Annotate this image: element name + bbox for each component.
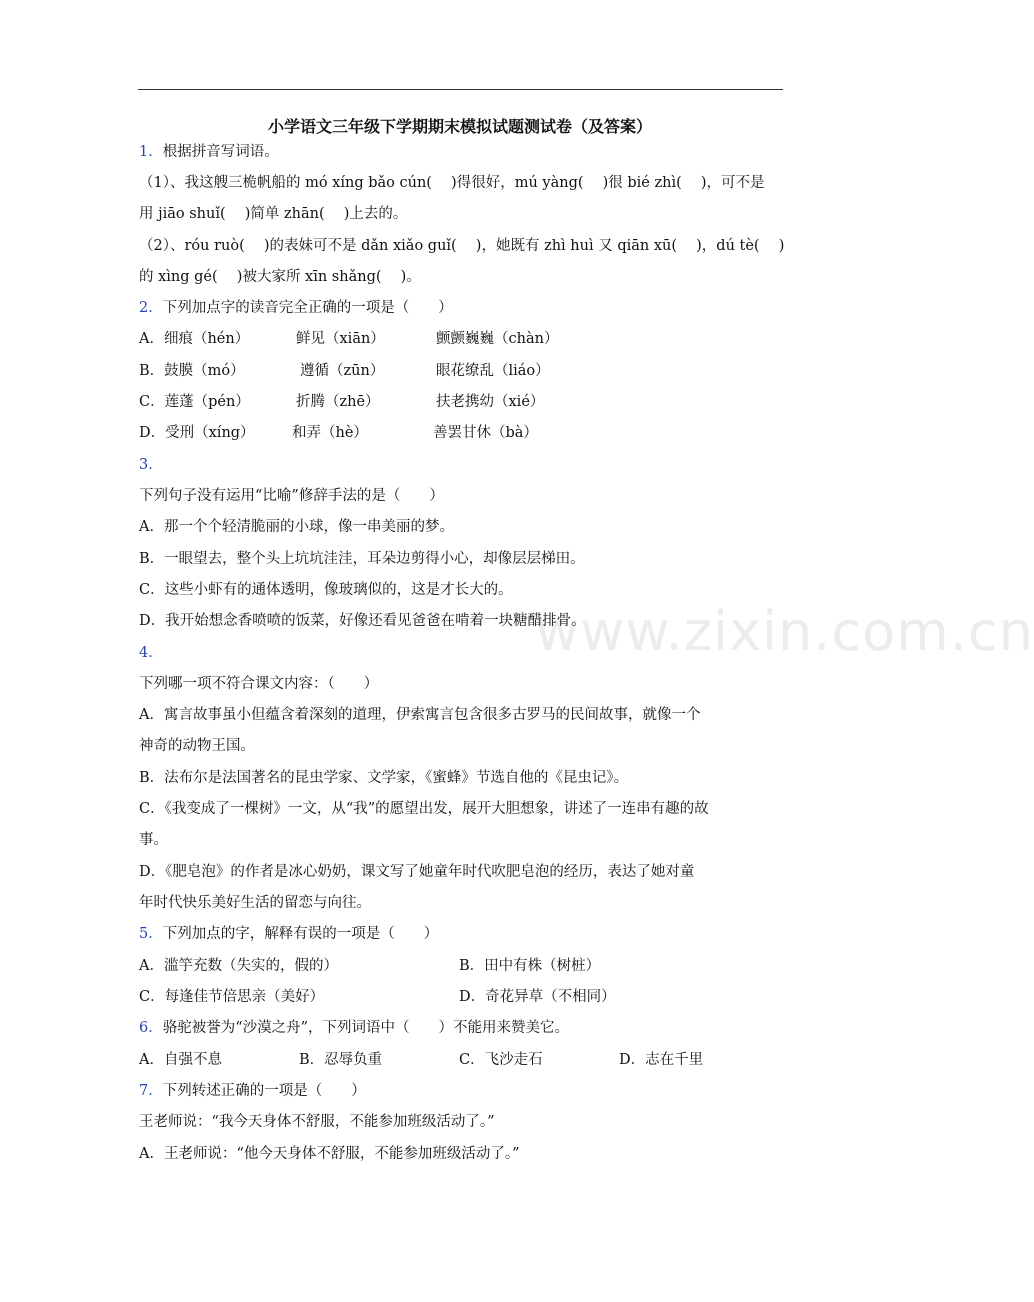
question-7-quote: 王老师说：“我今天身体不舒服，不能参加班级活动了。” (139, 1114, 495, 1130)
question-4-number: 4． (139, 645, 163, 661)
question-2-option: D．受刑（xíng） (139, 425, 255, 441)
question-2-option: 眼花缭乱（liáo） (436, 363, 550, 379)
header-rule (138, 89, 783, 90)
question-4-line: D．《肥皂泡》的作者是冰心奶奶，课文写了她童年时代吹肥皂泡的经历，表达了她对童 (139, 864, 695, 880)
question-1-part-2-line-2: 的 xìng gé( )被大家所 xīn shǎng( )。 (139, 269, 421, 285)
question-7-option-a: A．王老师说：“他今天身体不舒服，不能参加班级活动了。” (139, 1146, 520, 1162)
question-1-part-2-line-1: （2）、róu ruò( )的表妹可不是 dǎn xiǎo guǐ( )，她既有 zhì huì 又 qiān xū( )，dú tè( ) (139, 238, 785, 254)
question-2-option: 扶老携幼（xié） (436, 394, 545, 410)
question-5-option: C．每逢佳节倍思亲（美好） (139, 989, 325, 1005)
question-number: 7． (139, 1083, 163, 1099)
question-3-option: B．一眼望去，整个头上坑坑洼洼，耳朵边剪得小心，却像层层梯田。 (139, 551, 585, 567)
question-5-option: B．田中有株（树桩） (459, 958, 601, 974)
question-4-line: 年时代快乐美好生活的留恋与向往。 (139, 895, 371, 911)
question-number: 2． (139, 300, 163, 316)
question-2-option: 折腾（zhē） (296, 394, 380, 410)
question-number: 5． (139, 926, 163, 942)
question-number: 1． (139, 144, 163, 160)
question-2-option: 遵循（zūn） (300, 363, 385, 379)
question-3-number: 3． (139, 457, 163, 473)
question-6-stem: 6．骆驼被誉为“沙漠之舟”，下列词语中（ ）不能用来赞美它。 (139, 1020, 570, 1036)
watermark: www.zixin.com.cn (535, 600, 1034, 663)
question-5-stem: 5．下列加点的字，解释有误的一项是（ ） (139, 926, 439, 942)
question-2-option: 鲜见（xiān） (296, 331, 385, 347)
question-5-option: D．奇花异草（不相同） (459, 989, 616, 1005)
question-1-part-1-line-1: （1）、我这艘三桅帆船的 mó xíng bǎo cún( )得很好，mú yàng( )很 bié zhì( )，可不是 (139, 175, 765, 191)
question-6-option: B．忍辱负重 (299, 1052, 383, 1068)
question-2-stem: 2．下列加点字的读音完全正确的一项是（ ） (139, 300, 453, 316)
question-2-option: 和弄（hè） (292, 425, 368, 441)
question-number: 6． (139, 1020, 163, 1036)
question-2-option: 善罢甘休（bà） (433, 425, 538, 441)
question-7-stem: 7．下列转述正确的一项是（ ） (139, 1083, 366, 1099)
question-2-option: C．莲蓬（pén） (139, 394, 250, 410)
question-4-line: 神奇的动物王国。 (139, 738, 255, 754)
question-6-option: C．飞沙走石 (459, 1052, 543, 1068)
question-4-line: A．寓言故事虽小但蕴含着深刻的道理，伊索寓言包含很多古罗马的民间故事，就像一个 (139, 707, 701, 723)
question-2-option: 颤颤巍巍（chàn） (436, 331, 559, 347)
question-4-line: 事。 (139, 832, 168, 848)
question-5-option: A．滥竽充数（失实的，假的） (139, 958, 338, 974)
question-2-option: B．鼓膜（mó） (139, 363, 245, 379)
question-1-part-1-line-2: 用 jiāo shuǐ( )简单 zhān( )上去的。 (139, 206, 408, 222)
question-6-option: D．志在千里 (619, 1052, 704, 1068)
question-6-option: A．自强不息 (139, 1052, 222, 1068)
question-3-option: C．这些小虾有的通体透明，像玻璃似的，这是才长大的。 (139, 582, 513, 598)
question-4-line: C．《我变成了一棵树》一文，从“我”的愿望出发，展开大胆想象，讲述了一连串有趣的故 (139, 801, 709, 817)
question-3-option: A．那一个个轻清脆丽的小球，像一串美丽的梦。 (139, 519, 454, 535)
question-3-stem: 下列句子没有运用“比喻”修辞手法的是（ ） (139, 488, 444, 504)
question-2-option: A．细痕（hén） (139, 331, 250, 347)
question-1-stem: 1．根据拼音写词语。 (139, 144, 279, 160)
question-4-stem: 下列哪一项不符合课文内容：（ ） (139, 676, 379, 692)
page-title: 小学语文三年级下学期期末模拟试题测试卷（及答案） (267, 117, 652, 136)
question-3-option: D．我开始想念香喷喷的饭菜，好像还看见爸爸在啃着一块糖醋排骨。 (139, 613, 586, 629)
question-4-line: B．法布尔是法国著名的昆虫学家、文学家，《蜜蜂》节选自他的《昆虫记》。 (139, 770, 629, 786)
